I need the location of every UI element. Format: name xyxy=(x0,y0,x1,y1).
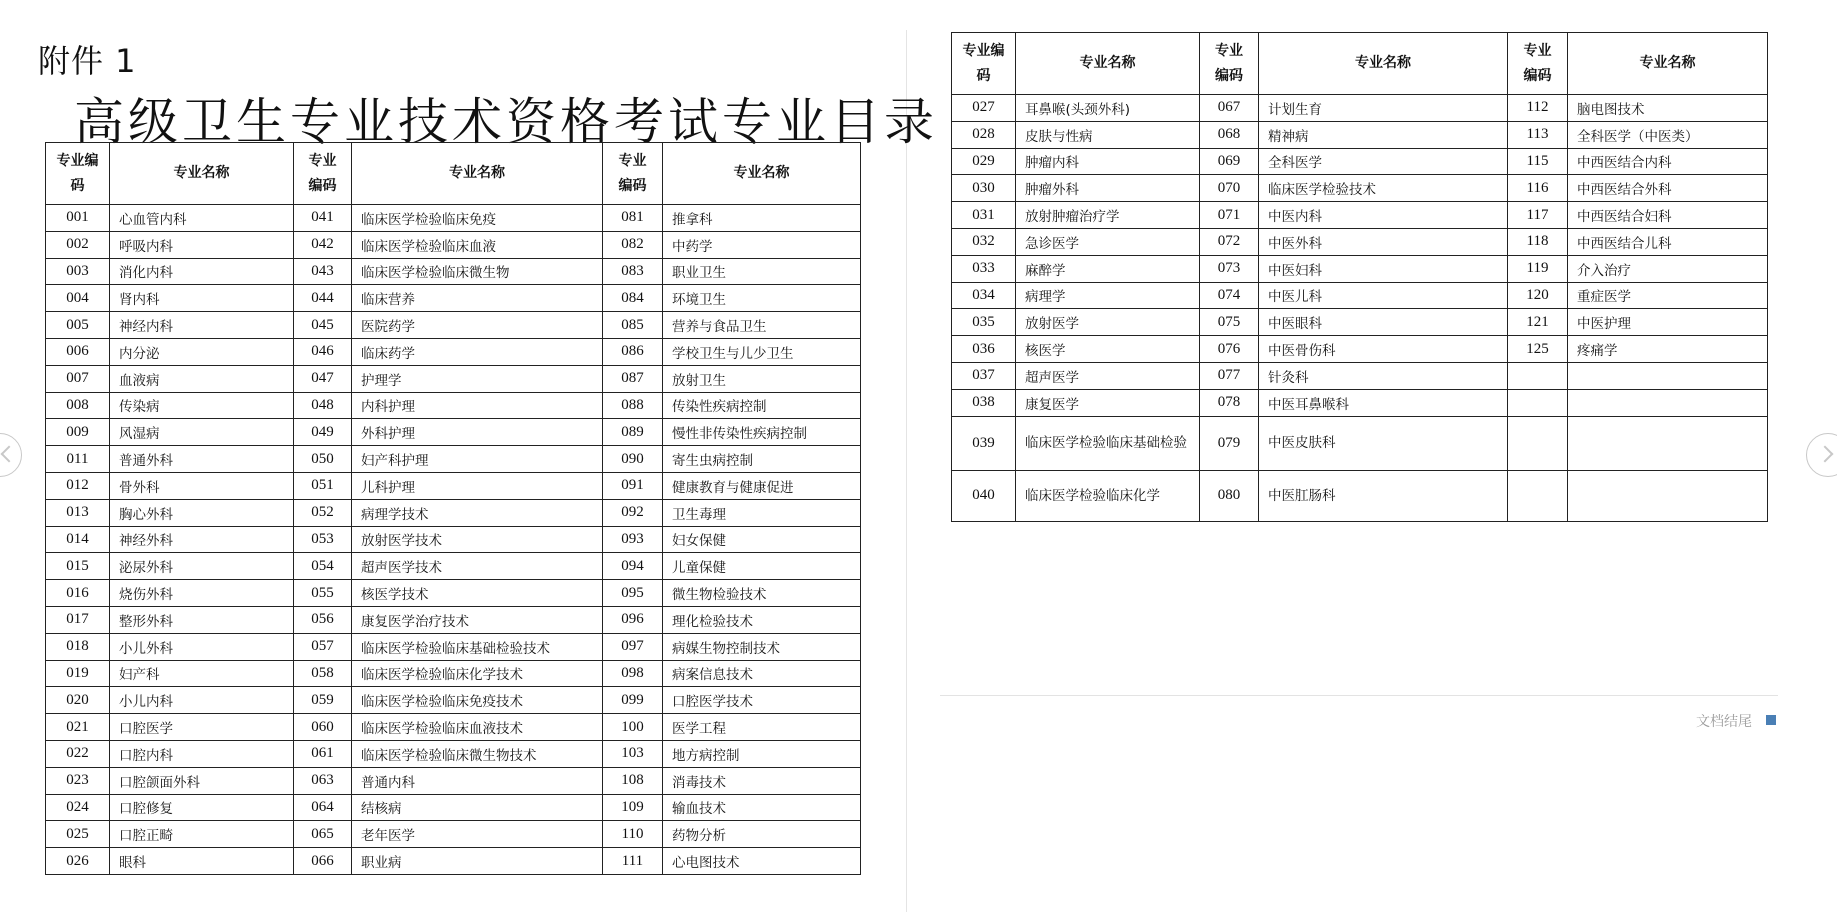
cell-code: 118 xyxy=(1508,228,1568,255)
cell-code: 006 xyxy=(46,338,110,365)
cell-name: 营养与食品卫生 xyxy=(663,312,861,339)
cell-code: 019 xyxy=(46,660,110,687)
table-row xyxy=(952,309,1768,336)
cell-code: 055 xyxy=(294,580,352,607)
cell-code: 028 xyxy=(952,121,1016,148)
cell-name xyxy=(1568,389,1768,416)
cell-code: 067 xyxy=(1200,95,1259,122)
table-row xyxy=(46,472,861,499)
cell-code: 119 xyxy=(1508,255,1568,282)
cell-name: 精神病 xyxy=(1259,121,1508,148)
cell-name: 妇产科护理 xyxy=(352,446,603,473)
prev-page-button[interactable] xyxy=(0,433,22,477)
cell-code: 011 xyxy=(46,446,110,473)
cell-code: 089 xyxy=(603,419,663,446)
cell-name: 病媒生物控制技术 xyxy=(663,633,861,660)
cell-name: 临床医学检验临床基础检验 xyxy=(1016,416,1200,470)
cell-name: 儿童保健 xyxy=(663,553,861,580)
cell-code xyxy=(1508,362,1568,389)
cell-code: 043 xyxy=(294,258,352,285)
cell-code: 051 xyxy=(294,472,352,499)
cell-code: 013 xyxy=(46,499,110,526)
cell-code: 097 xyxy=(603,633,663,660)
cell-code: 052 xyxy=(294,499,352,526)
cell-name: 烧伤外科 xyxy=(110,580,294,607)
square-icon xyxy=(1766,715,1776,725)
cell-code: 078 xyxy=(1200,389,1259,416)
cell-name: 神经外科 xyxy=(110,526,294,553)
cell-code: 023 xyxy=(46,767,110,794)
cell-code: 063 xyxy=(294,767,352,794)
cell-name: 地方病控制 xyxy=(663,740,861,767)
cell-name: 职业病 xyxy=(352,848,603,875)
table-row xyxy=(46,740,861,767)
cell-code xyxy=(1508,416,1568,470)
cell-code: 087 xyxy=(603,365,663,392)
cell-code: 009 xyxy=(46,419,110,446)
cell-name: 肿瘤外科 xyxy=(1016,175,1200,202)
cell-name: 全科医学 xyxy=(1259,148,1508,175)
cell-code: 033 xyxy=(952,255,1016,282)
cell-name: 健康教育与健康促进 xyxy=(663,472,861,499)
cell-code: 024 xyxy=(46,794,110,821)
cell-code: 040 xyxy=(952,470,1016,521)
cell-name: 药物分析 xyxy=(663,821,861,848)
table-row xyxy=(46,499,861,526)
cell-name: 传染病 xyxy=(110,392,294,419)
cell-code: 103 xyxy=(603,740,663,767)
cell-name: 护理学 xyxy=(352,365,603,392)
table-row xyxy=(952,470,1768,521)
cell-code: 115 xyxy=(1508,148,1568,175)
next-page-button[interactable] xyxy=(1806,433,1837,477)
cell-code: 005 xyxy=(46,312,110,339)
cell-name: 职业卫生 xyxy=(663,258,861,285)
cell-name: 微生物检验技术 xyxy=(663,580,861,607)
cell-name: 超声医学 xyxy=(1016,362,1200,389)
cell-name: 心血管内科 xyxy=(110,205,294,232)
cell-name: 理化检验技术 xyxy=(663,606,861,633)
cell-code: 036 xyxy=(952,336,1016,363)
cell-name: 普通内科 xyxy=(352,767,603,794)
cell-code: 065 xyxy=(294,821,352,848)
cell-code: 113 xyxy=(1508,121,1568,148)
table-row xyxy=(46,312,861,339)
table-row xyxy=(46,821,861,848)
cell-name: 泌尿外科 xyxy=(110,553,294,580)
table-row xyxy=(46,660,861,687)
cell-code: 084 xyxy=(603,285,663,312)
cell-code: 035 xyxy=(952,309,1016,336)
cell-code: 029 xyxy=(952,148,1016,175)
cell-code: 021 xyxy=(46,714,110,741)
table-row xyxy=(952,121,1768,148)
cell-code: 117 xyxy=(1508,202,1568,229)
table-row xyxy=(46,205,861,232)
cell-name: 环境卫生 xyxy=(663,285,861,312)
cell-name: 临床医学检验临床基础检验技术 xyxy=(352,633,603,660)
cell-code: 120 xyxy=(1508,282,1568,309)
cell-name: 中医耳鼻喉科 xyxy=(1259,389,1508,416)
cell-name: 口腔医学技术 xyxy=(663,687,861,714)
cell-name: 麻醉学 xyxy=(1016,255,1200,282)
cell-name: 学校卫生与儿少卫生 xyxy=(663,338,861,365)
header-code: 专业编码 xyxy=(1200,33,1259,95)
page-divider xyxy=(906,30,907,912)
cell-code: 049 xyxy=(294,419,352,446)
cell-code: 095 xyxy=(603,580,663,607)
cell-code: 109 xyxy=(603,794,663,821)
cell-name: 中医儿科 xyxy=(1259,282,1508,309)
chevron-left-icon xyxy=(1,446,18,463)
cell-code: 057 xyxy=(294,633,352,660)
cell-name: 皮肤与性病 xyxy=(1016,121,1200,148)
cell-name: 结核病 xyxy=(352,794,603,821)
cell-code: 050 xyxy=(294,446,352,473)
header-name: 专业名称 xyxy=(1568,33,1768,95)
table-row xyxy=(952,148,1768,175)
cell-name: 眼科 xyxy=(110,848,294,875)
cell-name: 临床营养 xyxy=(352,285,603,312)
cell-name: 内科护理 xyxy=(352,392,603,419)
table-row xyxy=(46,767,861,794)
cell-code: 026 xyxy=(46,848,110,875)
table-row xyxy=(46,687,861,714)
cell-name: 肿瘤内科 xyxy=(1016,148,1200,175)
cell-name: 中医皮肤科 xyxy=(1259,416,1508,470)
cell-name: 放射医学技术 xyxy=(352,526,603,553)
header-name: 专业名称 xyxy=(663,143,861,205)
cell-code: 073 xyxy=(1200,255,1259,282)
cell-code: 079 xyxy=(1200,416,1259,470)
cell-code: 108 xyxy=(603,767,663,794)
cell-code: 068 xyxy=(1200,121,1259,148)
cell-name: 中医妇科 xyxy=(1259,255,1508,282)
header-code: 专业编码 xyxy=(952,33,1016,95)
cell-name: 中西医结合妇科 xyxy=(1568,202,1768,229)
table-row xyxy=(46,258,861,285)
table-row xyxy=(952,255,1768,282)
cell-name: 中西医结合儿科 xyxy=(1568,228,1768,255)
header-name: 专业名称 xyxy=(1016,33,1200,95)
cell-code: 015 xyxy=(46,553,110,580)
cell-code: 032 xyxy=(952,228,1016,255)
cell-name: 普通外科 xyxy=(110,446,294,473)
cell-code: 022 xyxy=(46,740,110,767)
cell-code: 018 xyxy=(46,633,110,660)
cell-code: 060 xyxy=(294,714,352,741)
cell-name: 中医肛肠科 xyxy=(1259,470,1508,521)
cell-code: 110 xyxy=(603,821,663,848)
cell-name: 儿科护理 xyxy=(352,472,603,499)
cell-name: 临床医学检验临床血液技术 xyxy=(352,714,603,741)
cell-code: 059 xyxy=(294,687,352,714)
cell-name: 胸心外科 xyxy=(110,499,294,526)
table-row xyxy=(952,228,1768,255)
cell-name: 传染性疾病控制 xyxy=(663,392,861,419)
header-name: 专业名称 xyxy=(352,143,603,205)
cell-code: 076 xyxy=(1200,336,1259,363)
cell-name: 肾内科 xyxy=(110,285,294,312)
cell-name: 临床医学检验临床化学 xyxy=(1016,470,1200,521)
cell-name: 中西医结合外科 xyxy=(1568,175,1768,202)
cell-name: 计划生育 xyxy=(1259,95,1508,122)
table-row xyxy=(46,606,861,633)
cell-code: 012 xyxy=(46,472,110,499)
cell-name: 小儿外科 xyxy=(110,633,294,660)
cell-code: 083 xyxy=(603,258,663,285)
cell-code: 044 xyxy=(294,285,352,312)
cell-name: 核医学 xyxy=(1016,336,1200,363)
header-name: 专业名称 xyxy=(110,143,294,205)
cell-code: 094 xyxy=(603,553,663,580)
cell-code: 042 xyxy=(294,231,352,258)
cell-code: 099 xyxy=(603,687,663,714)
header-code: 专业编码 xyxy=(46,143,110,205)
cell-name: 内分泌 xyxy=(110,338,294,365)
cell-name: 中医护理 xyxy=(1568,309,1768,336)
table-row xyxy=(952,202,1768,229)
cell-code: 092 xyxy=(603,499,663,526)
cell-code: 096 xyxy=(603,606,663,633)
cell-code: 093 xyxy=(603,526,663,553)
cell-name: 医院药学 xyxy=(352,312,603,339)
cell-code: 046 xyxy=(294,338,352,365)
cell-code: 031 xyxy=(952,202,1016,229)
table-row xyxy=(46,285,861,312)
cell-code: 001 xyxy=(46,205,110,232)
cell-code: 048 xyxy=(294,392,352,419)
cell-code: 054 xyxy=(294,553,352,580)
cell-name: 骨外科 xyxy=(110,472,294,499)
table-row xyxy=(952,362,1768,389)
table-row xyxy=(46,553,861,580)
cell-code: 025 xyxy=(46,821,110,848)
table-row xyxy=(46,714,861,741)
cell-name: 整形外科 xyxy=(110,606,294,633)
cell-name: 输血技术 xyxy=(663,794,861,821)
cell-name: 临床医学检验临床化学技术 xyxy=(352,660,603,687)
cell-name: 妇产科 xyxy=(110,660,294,687)
cell-name: 中医内科 xyxy=(1259,202,1508,229)
right-table-body xyxy=(952,95,1768,522)
cell-name: 病案信息技术 xyxy=(663,660,861,687)
cell-name: 针灸科 xyxy=(1259,362,1508,389)
cell-name: 临床医学检验临床微生物技术 xyxy=(352,740,603,767)
cell-name: 放射卫生 xyxy=(663,365,861,392)
cell-code: 027 xyxy=(952,95,1016,122)
cell-name: 卫生毒理 xyxy=(663,499,861,526)
cell-code: 090 xyxy=(603,446,663,473)
cell-name: 妇女保健 xyxy=(663,526,861,553)
table-row xyxy=(46,633,861,660)
cell-code: 077 xyxy=(1200,362,1259,389)
cell-name: 心电图技术 xyxy=(663,848,861,875)
table-row xyxy=(46,446,861,473)
cell-name: 临床医学检验临床免疫技术 xyxy=(352,687,603,714)
cell-name: 中医外科 xyxy=(1259,228,1508,255)
cell-code: 039 xyxy=(952,416,1016,470)
cell-code: 071 xyxy=(1200,202,1259,229)
cell-name: 中医骨伤科 xyxy=(1259,336,1508,363)
cell-code: 121 xyxy=(1508,309,1568,336)
cell-code xyxy=(1508,389,1568,416)
cell-name: 重症医学 xyxy=(1568,282,1768,309)
cell-code: 058 xyxy=(294,660,352,687)
table-row xyxy=(46,338,861,365)
cell-code: 007 xyxy=(46,365,110,392)
cell-name: 小儿内科 xyxy=(110,687,294,714)
cell-name: 推拿科 xyxy=(663,205,861,232)
cell-code: 091 xyxy=(603,472,663,499)
cell-code: 008 xyxy=(46,392,110,419)
attachment-label: 附件 1 xyxy=(38,42,137,80)
cell-code: 014 xyxy=(46,526,110,553)
cell-code: 004 xyxy=(46,285,110,312)
cell-name: 口腔修复 xyxy=(110,794,294,821)
cell-name: 病理学技术 xyxy=(352,499,603,526)
cell-code: 081 xyxy=(603,205,663,232)
header-code: 专业编码 xyxy=(1508,33,1568,95)
cell-name: 慢性非传染性疾病控制 xyxy=(663,419,861,446)
cell-name: 外科护理 xyxy=(352,419,603,446)
cell-code: 064 xyxy=(294,794,352,821)
document-title: 高级卫生专业技术资格考试专业目录 xyxy=(74,93,938,151)
table-row xyxy=(952,416,1768,470)
cell-name xyxy=(1568,416,1768,470)
cell-code: 053 xyxy=(294,526,352,553)
cell-name: 临床医学检验临床免疫 xyxy=(352,205,603,232)
table-row xyxy=(46,794,861,821)
cell-code: 072 xyxy=(1200,228,1259,255)
cell-code xyxy=(1508,470,1568,521)
cell-code: 003 xyxy=(46,258,110,285)
cell-name: 中药学 xyxy=(663,231,861,258)
cell-name: 风湿病 xyxy=(110,419,294,446)
cell-code: 047 xyxy=(294,365,352,392)
cell-name xyxy=(1568,470,1768,521)
cell-code: 045 xyxy=(294,312,352,339)
left-table-body xyxy=(46,205,861,875)
cell-name: 耳鼻喉(头颈外科) xyxy=(1016,95,1200,122)
table-row xyxy=(46,365,861,392)
header-name: 专业名称 xyxy=(1259,33,1508,95)
cell-code: 082 xyxy=(603,231,663,258)
right-directory-table xyxy=(951,32,1768,522)
cell-name: 寄生虫病控制 xyxy=(663,446,861,473)
table-row xyxy=(952,95,1768,122)
cell-name: 急诊医学 xyxy=(1016,228,1200,255)
cell-code: 074 xyxy=(1200,282,1259,309)
table-row xyxy=(952,175,1768,202)
table-row xyxy=(46,231,861,258)
cell-name: 口腔正畸 xyxy=(110,821,294,848)
cell-name: 临床医学检验临床微生物 xyxy=(352,258,603,285)
document-end-label: 文档结尾 xyxy=(1696,714,1752,730)
cell-name: 临床药学 xyxy=(352,338,603,365)
cell-code: 085 xyxy=(603,312,663,339)
cell-code: 125 xyxy=(1508,336,1568,363)
cell-code: 116 xyxy=(1508,175,1568,202)
cell-code: 080 xyxy=(1200,470,1259,521)
table-row xyxy=(952,282,1768,309)
cell-code: 086 xyxy=(603,338,663,365)
cell-name: 口腔医学 xyxy=(110,714,294,741)
cell-name: 消化内科 xyxy=(110,258,294,285)
table-row xyxy=(952,389,1768,416)
cell-code: 088 xyxy=(603,392,663,419)
cell-code: 017 xyxy=(46,606,110,633)
cell-code: 016 xyxy=(46,580,110,607)
cell-code: 002 xyxy=(46,231,110,258)
cell-name: 核医学技术 xyxy=(352,580,603,607)
cell-name xyxy=(1568,362,1768,389)
cell-name: 临床医学检验技术 xyxy=(1259,175,1508,202)
left-directory-table xyxy=(45,142,861,875)
cell-code: 034 xyxy=(952,282,1016,309)
cell-name: 临床医学检验临床血液 xyxy=(352,231,603,258)
cell-name: 康复医学治疗技术 xyxy=(352,606,603,633)
cell-name: 病理学 xyxy=(1016,282,1200,309)
cell-name: 疼痛学 xyxy=(1568,336,1768,363)
cell-code: 098 xyxy=(603,660,663,687)
table-row xyxy=(952,336,1768,363)
cell-name: 放射医学 xyxy=(1016,309,1200,336)
cell-name: 血液病 xyxy=(110,365,294,392)
cell-code: 030 xyxy=(952,175,1016,202)
table-row xyxy=(46,392,861,419)
cell-name: 康复医学 xyxy=(1016,389,1200,416)
cell-name: 医学工程 xyxy=(663,714,861,741)
cell-code: 070 xyxy=(1200,175,1259,202)
cell-code: 056 xyxy=(294,606,352,633)
cell-name: 老年医学 xyxy=(352,821,603,848)
cell-code: 075 xyxy=(1200,309,1259,336)
table-row xyxy=(46,419,861,446)
cell-code: 061 xyxy=(294,740,352,767)
table-row xyxy=(46,580,861,607)
cell-name: 放射肿瘤治疗学 xyxy=(1016,202,1200,229)
cell-code: 069 xyxy=(1200,148,1259,175)
cell-name: 神经内科 xyxy=(110,312,294,339)
cell-name: 消毒技术 xyxy=(663,767,861,794)
cell-name: 脑电图技术 xyxy=(1568,95,1768,122)
cell-code: 038 xyxy=(952,389,1016,416)
table-row xyxy=(46,526,861,553)
cell-name: 中医眼科 xyxy=(1259,309,1508,336)
cell-code: 037 xyxy=(952,362,1016,389)
cell-code: 020 xyxy=(46,687,110,714)
cell-name: 呼吸内科 xyxy=(110,231,294,258)
cell-name: 超声医学技术 xyxy=(352,553,603,580)
header-code: 专业编码 xyxy=(294,143,352,205)
chevron-right-icon xyxy=(1817,446,1834,463)
document-end-divider xyxy=(940,695,1778,696)
cell-name: 口腔颌面外科 xyxy=(110,767,294,794)
cell-code: 066 xyxy=(294,848,352,875)
cell-code: 112 xyxy=(1508,95,1568,122)
cell-name: 中西医结合内科 xyxy=(1568,148,1768,175)
cell-name: 口腔内科 xyxy=(110,740,294,767)
cell-code: 041 xyxy=(294,205,352,232)
header-code: 专业编码 xyxy=(603,143,663,205)
cell-name: 介入治疗 xyxy=(1568,255,1768,282)
cell-name: 全科医学（中医类） xyxy=(1568,121,1768,148)
cell-code: 100 xyxy=(603,714,663,741)
table-row xyxy=(46,848,861,875)
cell-code: 111 xyxy=(603,848,663,875)
